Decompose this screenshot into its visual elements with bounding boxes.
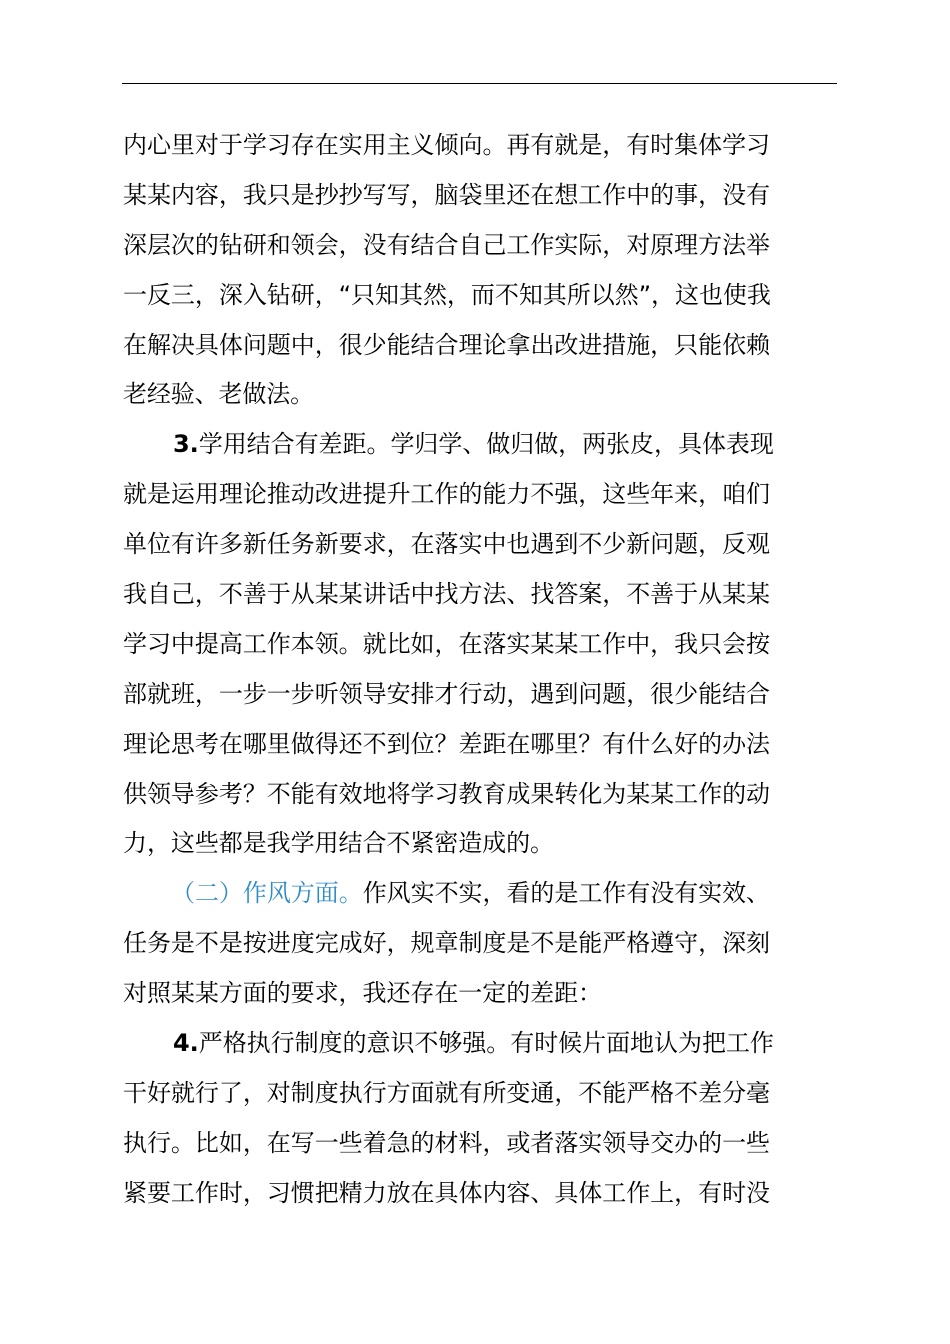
text-line: 老经验、老做法。 <box>123 380 314 409</box>
text-line: 我自己，不善于从某某讲话中找方法、找答案，不善于从某某 <box>123 580 770 609</box>
text-line: 内心里对于学习存在实用主义倾向。再有就是，有时集体学习 <box>123 131 770 159</box>
text-line: 深层次的钻研和领会，没有结合自己工作实际，对原理方法举 <box>123 230 770 259</box>
text-line: 某某内容，我只是抄抄写写，脑袋里还在想工作中的事，没有 <box>123 180 770 209</box>
text-line: 就是运用理论推动改进提升工作的能力不强，这些年来，咱们 <box>123 480 770 509</box>
item-number: 4. <box>173 1029 199 1058</box>
text-line: 对照某某方面的要求，我还存在一定的差距： <box>123 979 602 1008</box>
text-line: 紧要工作时，习惯把精力放在具体内容、具体工作上，有时没 <box>123 1178 770 1207</box>
text-line: 在解决具体问题中，很少能结合理论拿出改进措施，只能依赖 <box>123 330 770 359</box>
text-line: 任务是不是按进度完成好，规章制度是不是能严格遵守，深刻 <box>123 929 770 958</box>
item-number: 3. <box>173 430 199 459</box>
text-line: 理论思考在哪里做得还不到位？差距在哪里？有什么好的办法 <box>123 729 770 758</box>
text-line: 3.学用结合有差距。学归学、做归做，两张皮，具体表现 <box>173 430 774 459</box>
text-line: 学习中提高工作本领。就比如，在落实某某工作中，我只会按 <box>123 629 770 658</box>
text-line: 力，这些都是我学用结合不紧密造成的。 <box>123 829 554 858</box>
text-line: 一反三，深入钻研，“只知其然，而不知其所以然”，这也使我 <box>123 280 771 309</box>
body-text <box>123 121 838 1219</box>
text-line: 单位有许多新任务新要求，在落实中也遇到不少新问题，反观 <box>123 530 770 559</box>
text-line: 部就班，一步一步听领导安排才行动，遇到问题，很少能结合 <box>123 679 770 708</box>
header-rule <box>122 83 837 84</box>
text-line: 供领导参考？不能有效地将学习教育成果转化为某某工作的动 <box>123 779 770 808</box>
text-line: 4.严格执行制度的意识不够强。有时候片面地认为把工作 <box>173 1029 774 1058</box>
text-line: 干好就行了，对制度执行方面就有所变通，不能严格不差分毫 <box>123 1078 770 1107</box>
section-heading: （二）作风方面。 <box>171 879 363 908</box>
text-line: （二）作风方面。作风实不实，看的是工作有没有实效、 <box>171 879 771 908</box>
text-line: 执行。比如，在写一些着急的材料，或者落实领导交办的一些 <box>123 1128 770 1157</box>
